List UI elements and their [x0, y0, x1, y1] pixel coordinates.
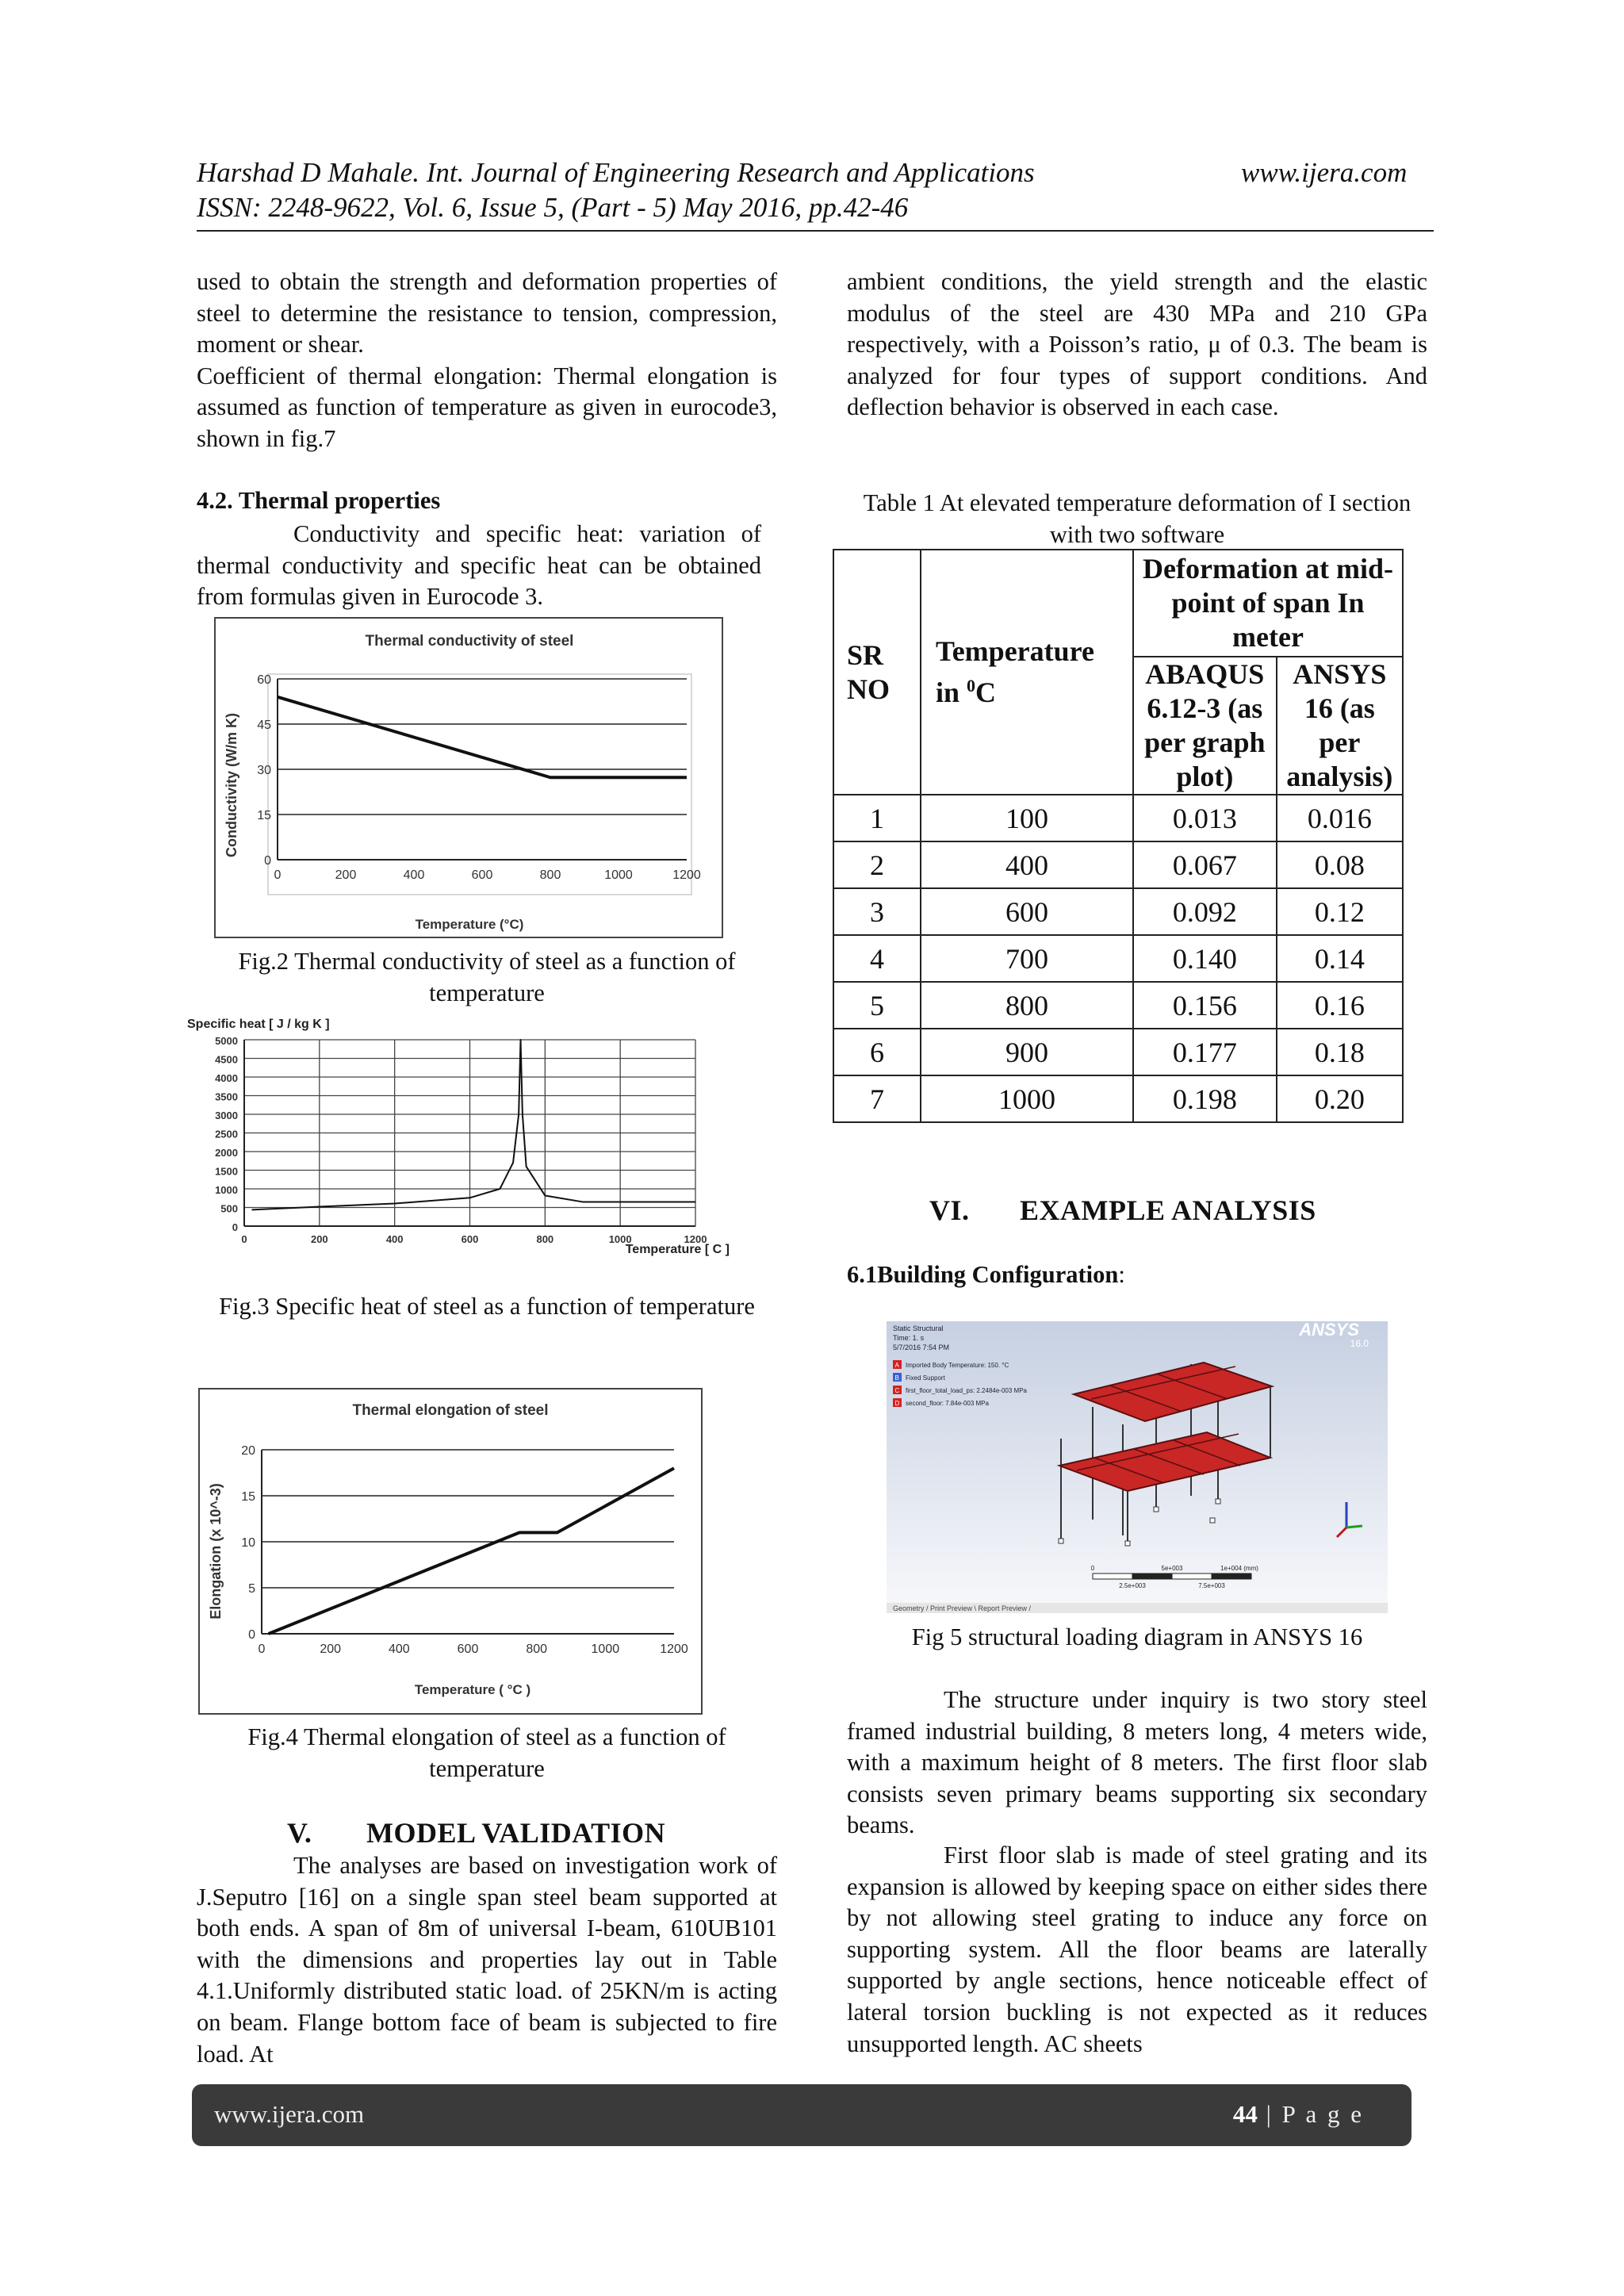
header-ansys: ANSYS 16 (as per analysis) [1277, 657, 1403, 795]
fig5-caption: Fig 5 structural loading diagram in ANSYS 16 [911, 1623, 1363, 1650]
x-axis-label: Temperature [ C ] [625, 1243, 730, 1256]
y-tick-label: 5 [248, 1582, 255, 1596]
data-series-line [251, 1040, 695, 1209]
x-tick-label: 1200 [672, 868, 701, 882]
table-row [833, 1029, 1403, 1075]
x-tick-label: 800 [539, 868, 561, 882]
cell-temperature: 800 [921, 982, 1133, 1029]
cell-abaqus: 0.156 [1133, 982, 1277, 1029]
y-tick-label: 15 [257, 809, 271, 822]
cell-sr-no: 3 [833, 888, 921, 935]
legend-key: D [894, 1400, 900, 1407]
x-tick-label: 1000 [608, 1233, 632, 1245]
x-tick-label: 1200 [684, 1233, 707, 1245]
y-tick-label: 0 [232, 1221, 238, 1233]
cell-abaqus: 0.013 [1133, 795, 1277, 841]
table-header-row [833, 550, 1403, 657]
section-6-1-title: 6.1Building Configuration [847, 1261, 1119, 1288]
cell-ansys: 0.16 [1277, 982, 1403, 1029]
y-axis-label: Conductivity (W/m K) [224, 713, 239, 857]
x-tick-label: 800 [526, 1642, 548, 1656]
elongation-chart-svg [198, 1388, 703, 1715]
legend-label: Imported Body Temperature: 150. °C [906, 1362, 1009, 1369]
title-line: 5/7/2016 7:54 PM [893, 1343, 950, 1351]
structure-paragraph: The structure under inquiry is two story steel framed industrial building, 8 meters long, 4 meters wide, with a maximum height of 8 meters. The first floor slab consists seven primary beams supporting six secondary beams. [847, 1686, 1427, 1839]
section-5-text: The analyses are based on investigation work of J.Seputro [16] on a single span steel beam supported at both ends. A span of 8m of universal I-beam, 610UB101 with the dimensions and properties lay out in Table 4.1.Uniformly distributed static load. of 25KN/m is acting on beam. Flange bottom face of beam is subjected to fire load. At [197, 1852, 777, 2068]
table-row [833, 982, 1403, 1029]
y-tick-label: 4500 [215, 1053, 238, 1066]
chart-title: Thermal conductivity of steel [365, 633, 574, 650]
view-tabs[interactable]: Geometry / Print Preview \ Report Preview / [893, 1604, 1032, 1612]
x-tick-label: 400 [403, 868, 425, 882]
cell-abaqus: 0.198 [1133, 1075, 1277, 1122]
cell-ansys: 0.20 [1277, 1075, 1403, 1122]
section-6-title: EXAMPLE ANALYSIS [1020, 1194, 1316, 1226]
header-abaqus: ABAQUS 6.12-3 (as per graph plot) [1133, 657, 1277, 795]
x-tick-label: 600 [457, 1642, 479, 1656]
y-tick-label: 500 [220, 1202, 238, 1215]
ansys-logo: ANSYS [1299, 1321, 1359, 1340]
cell-abaqus: 0.092 [1133, 888, 1277, 935]
legend-key: C [894, 1387, 900, 1394]
y-tick-label: 1000 [215, 1184, 238, 1196]
cell-sr-no: 7 [833, 1075, 921, 1122]
cell-sr-no: 1 [833, 795, 921, 841]
title-line: Time: 1. s [893, 1334, 925, 1342]
y-tick-label: 30 [257, 764, 271, 777]
table-caption: Table 1 At elevated temperature deformation of I section with two software [863, 489, 1411, 548]
section-5-title: MODEL VALIDATION [366, 1817, 666, 1849]
fig3-chart [184, 1012, 739, 1270]
cell-sr-no: 4 [833, 935, 921, 982]
legend-label: second_floor: 7.84e-003 MPa [906, 1400, 989, 1407]
cell-temperature: 600 [921, 888, 1133, 935]
page-number-value: 44 [1232, 2100, 1258, 2128]
fig2-caption: Fig.2 Thermal conductivity of steel as a function of temperature [238, 948, 736, 1006]
cell-temperature: 900 [921, 1029, 1133, 1075]
journal-header: Harshad D Mahale. Int. Journal of Engineering Research and Applications [197, 157, 1035, 188]
y-tick-label: 2000 [215, 1147, 238, 1159]
legend-label: Fixed Support [906, 1374, 945, 1382]
degree-sup: 0 [967, 676, 976, 696]
table-row [833, 888, 1403, 935]
section-6-1-colon: : [1118, 1261, 1125, 1288]
cell-ansys: 0.08 [1277, 841, 1403, 888]
legend-label: first_floor_total_load_ps: 2.2484e-003 MPa [906, 1387, 1027, 1394]
x-tick-label: 1200 [660, 1642, 688, 1656]
chart-title: Thermal elongation of steel [352, 1402, 549, 1419]
section-6-1-heading [847, 1261, 1125, 1289]
page-number [1233, 2100, 1364, 2129]
scale-label: 2.5e+003 [1119, 1582, 1146, 1589]
ansys-model-svg [887, 1321, 1388, 1613]
y-tick-label: 0 [248, 1628, 255, 1642]
slab-paragraph: First floor slab is made of steel grating and its expansion is allowed by keeping space on either sides there by not allowing steel grating to induce any force on supporting system. All the floor beams are laterally supported by angle sections, hence noticeable effect of lateral torsion buckling is not expected as it reduces unsupported length. AC sheets [847, 1842, 1427, 2057]
y-tick-label: 45 [257, 719, 271, 732]
y-tick-label: 20 [241, 1444, 255, 1458]
cell-ansys: 0.14 [1277, 935, 1403, 982]
header-sr-no: SR NO [833, 550, 921, 795]
legend-key: A [894, 1362, 899, 1369]
cell-sr-no: 2 [833, 841, 921, 888]
legend-key: B [894, 1374, 899, 1382]
section-6-number: VI. [929, 1194, 970, 1226]
scale-label: 5e+003 [1161, 1565, 1183, 1572]
left-intro [197, 266, 777, 455]
page-footer [192, 2084, 1411, 2146]
fig3-caption: Fig.3 Specific heat of steel as a function of temperature [219, 1293, 755, 1320]
x-tick-label: 0 [258, 1642, 266, 1656]
cell-abaqus: 0.140 [1133, 935, 1277, 982]
x-axis-label: Temperature (°C) [415, 917, 524, 932]
scale-label: 7.5e+003 [1198, 1582, 1225, 1589]
x-tick-label: 1000 [604, 868, 633, 882]
page-word: | P a g e [1266, 2100, 1364, 2128]
cell-temperature: 100 [921, 795, 1133, 841]
table-row [833, 935, 1403, 982]
header-temp-unit: C [975, 677, 997, 708]
y-tick-label: 3500 [215, 1091, 238, 1103]
cell-ansys: 0.18 [1277, 1029, 1403, 1075]
x-tick-label: 200 [335, 868, 357, 882]
x-tick-label: 0 [241, 1233, 247, 1245]
x-tick-label: 1000 [591, 1642, 620, 1656]
x-tick-label: 200 [320, 1642, 342, 1656]
x-axis-label: Temperature ( °C ) [414, 1682, 531, 1697]
header-rule [197, 230, 1434, 232]
title-line: Static Structural [893, 1324, 944, 1332]
x-tick-label: 800 [536, 1233, 554, 1245]
cell-sr-no: 5 [833, 982, 921, 1029]
plot-area [268, 674, 691, 895]
conductivity-chart-svg [214, 617, 723, 938]
section-4-2-text: Conductivity and specific heat: variation of thermal conductivity and specific heat can be obtained from formulas given in Eurocode 3. [197, 520, 761, 611]
fig2-chart [214, 617, 723, 938]
y-tick-label: 4000 [215, 1072, 238, 1084]
right-intro: ambient conditions, the yield strength and the elastic modulus of the steel are 430 MPa and 210 GPa respectively, with a Poisson’s ratio, μ of 0.3. The beam is analyzed for four types of support conditions. And deflection behavior is observed in each case. [847, 268, 1427, 421]
cell-temperature: 1000 [921, 1075, 1133, 1122]
chart-frame [199, 1389, 702, 1714]
y-tick-label: 2500 [215, 1128, 238, 1140]
footer-url[interactable]: www.ijera.com [214, 2100, 365, 2128]
cell-temperature: 400 [921, 841, 1133, 888]
cell-abaqus: 0.067 [1133, 841, 1277, 888]
header-deformation: Deformation at mid-point of span In meter [1133, 550, 1403, 657]
x-tick-label: 400 [388, 1642, 410, 1656]
paragraph: used to obtain the strength and deformation properties of steel to determine the resistance to tension, compression, moment or shear. [197, 268, 777, 358]
y-tick-label: 1500 [215, 1165, 238, 1178]
section-5-number: V. [287, 1817, 312, 1849]
table-body [833, 795, 1403, 1122]
x-tick-label: 400 [385, 1233, 404, 1245]
x-tick-label: 200 [310, 1233, 328, 1245]
cell-abaqus: 0.177 [1133, 1029, 1277, 1075]
scale-label: 0 [1090, 1565, 1095, 1572]
y-axis-label: Elongation (x 10^-3) [208, 1483, 224, 1619]
specific-heat-chart-svg [184, 1012, 739, 1270]
cell-sr-no: 6 [833, 1029, 921, 1075]
y-tick-label: 0 [264, 854, 271, 868]
header-temp-in: in [936, 677, 960, 708]
deformation-table [833, 549, 1404, 1123]
y-tick-label: 15 [241, 1490, 255, 1504]
issn-line: ISSN: 2248-9622, Vol. 6, Issue 5, (Part - 5) May 2016, pp.42-46 [197, 192, 909, 223]
section-4-2-title: 4.2. Thermal properties [197, 487, 441, 514]
fig4-chart [198, 1388, 703, 1715]
table-row [833, 795, 1403, 841]
y-tick-label: 5000 [215, 1035, 238, 1047]
y-tick-label: 60 [257, 673, 271, 687]
table-row [833, 841, 1403, 888]
header-temperature [921, 550, 1133, 795]
y-tick-label: 3000 [215, 1110, 238, 1121]
x-tick-label: 600 [471, 868, 493, 882]
ansys-version: 16.0 [1350, 1338, 1369, 1349]
table-row [833, 1075, 1403, 1122]
x-tick-label: 0 [274, 868, 282, 882]
scale-label: 1e+004 (mm) [1220, 1565, 1258, 1572]
y-axis-label: Specific heat [ J / kg K ] [187, 1018, 330, 1031]
fig4-caption: Fig.4 Thermal elongation of steel as a function of temperature [247, 1723, 726, 1782]
paragraph: Coefficient of thermal elongation: Thermal elongation is assumed as function of temperature as given in eurocode3, shown in fig.7 [197, 362, 777, 452]
cell-ansys: 0.016 [1277, 795, 1403, 841]
fig5-ansys-image [887, 1321, 1388, 1613]
x-tick-label: 600 [461, 1233, 479, 1245]
cell-temperature: 700 [921, 935, 1133, 982]
cell-ansys: 0.12 [1277, 888, 1403, 935]
header-temp-word: Temperature [936, 635, 1094, 667]
y-tick-label: 10 [241, 1536, 255, 1550]
journal-url: www.ijera.com [1241, 157, 1408, 188]
